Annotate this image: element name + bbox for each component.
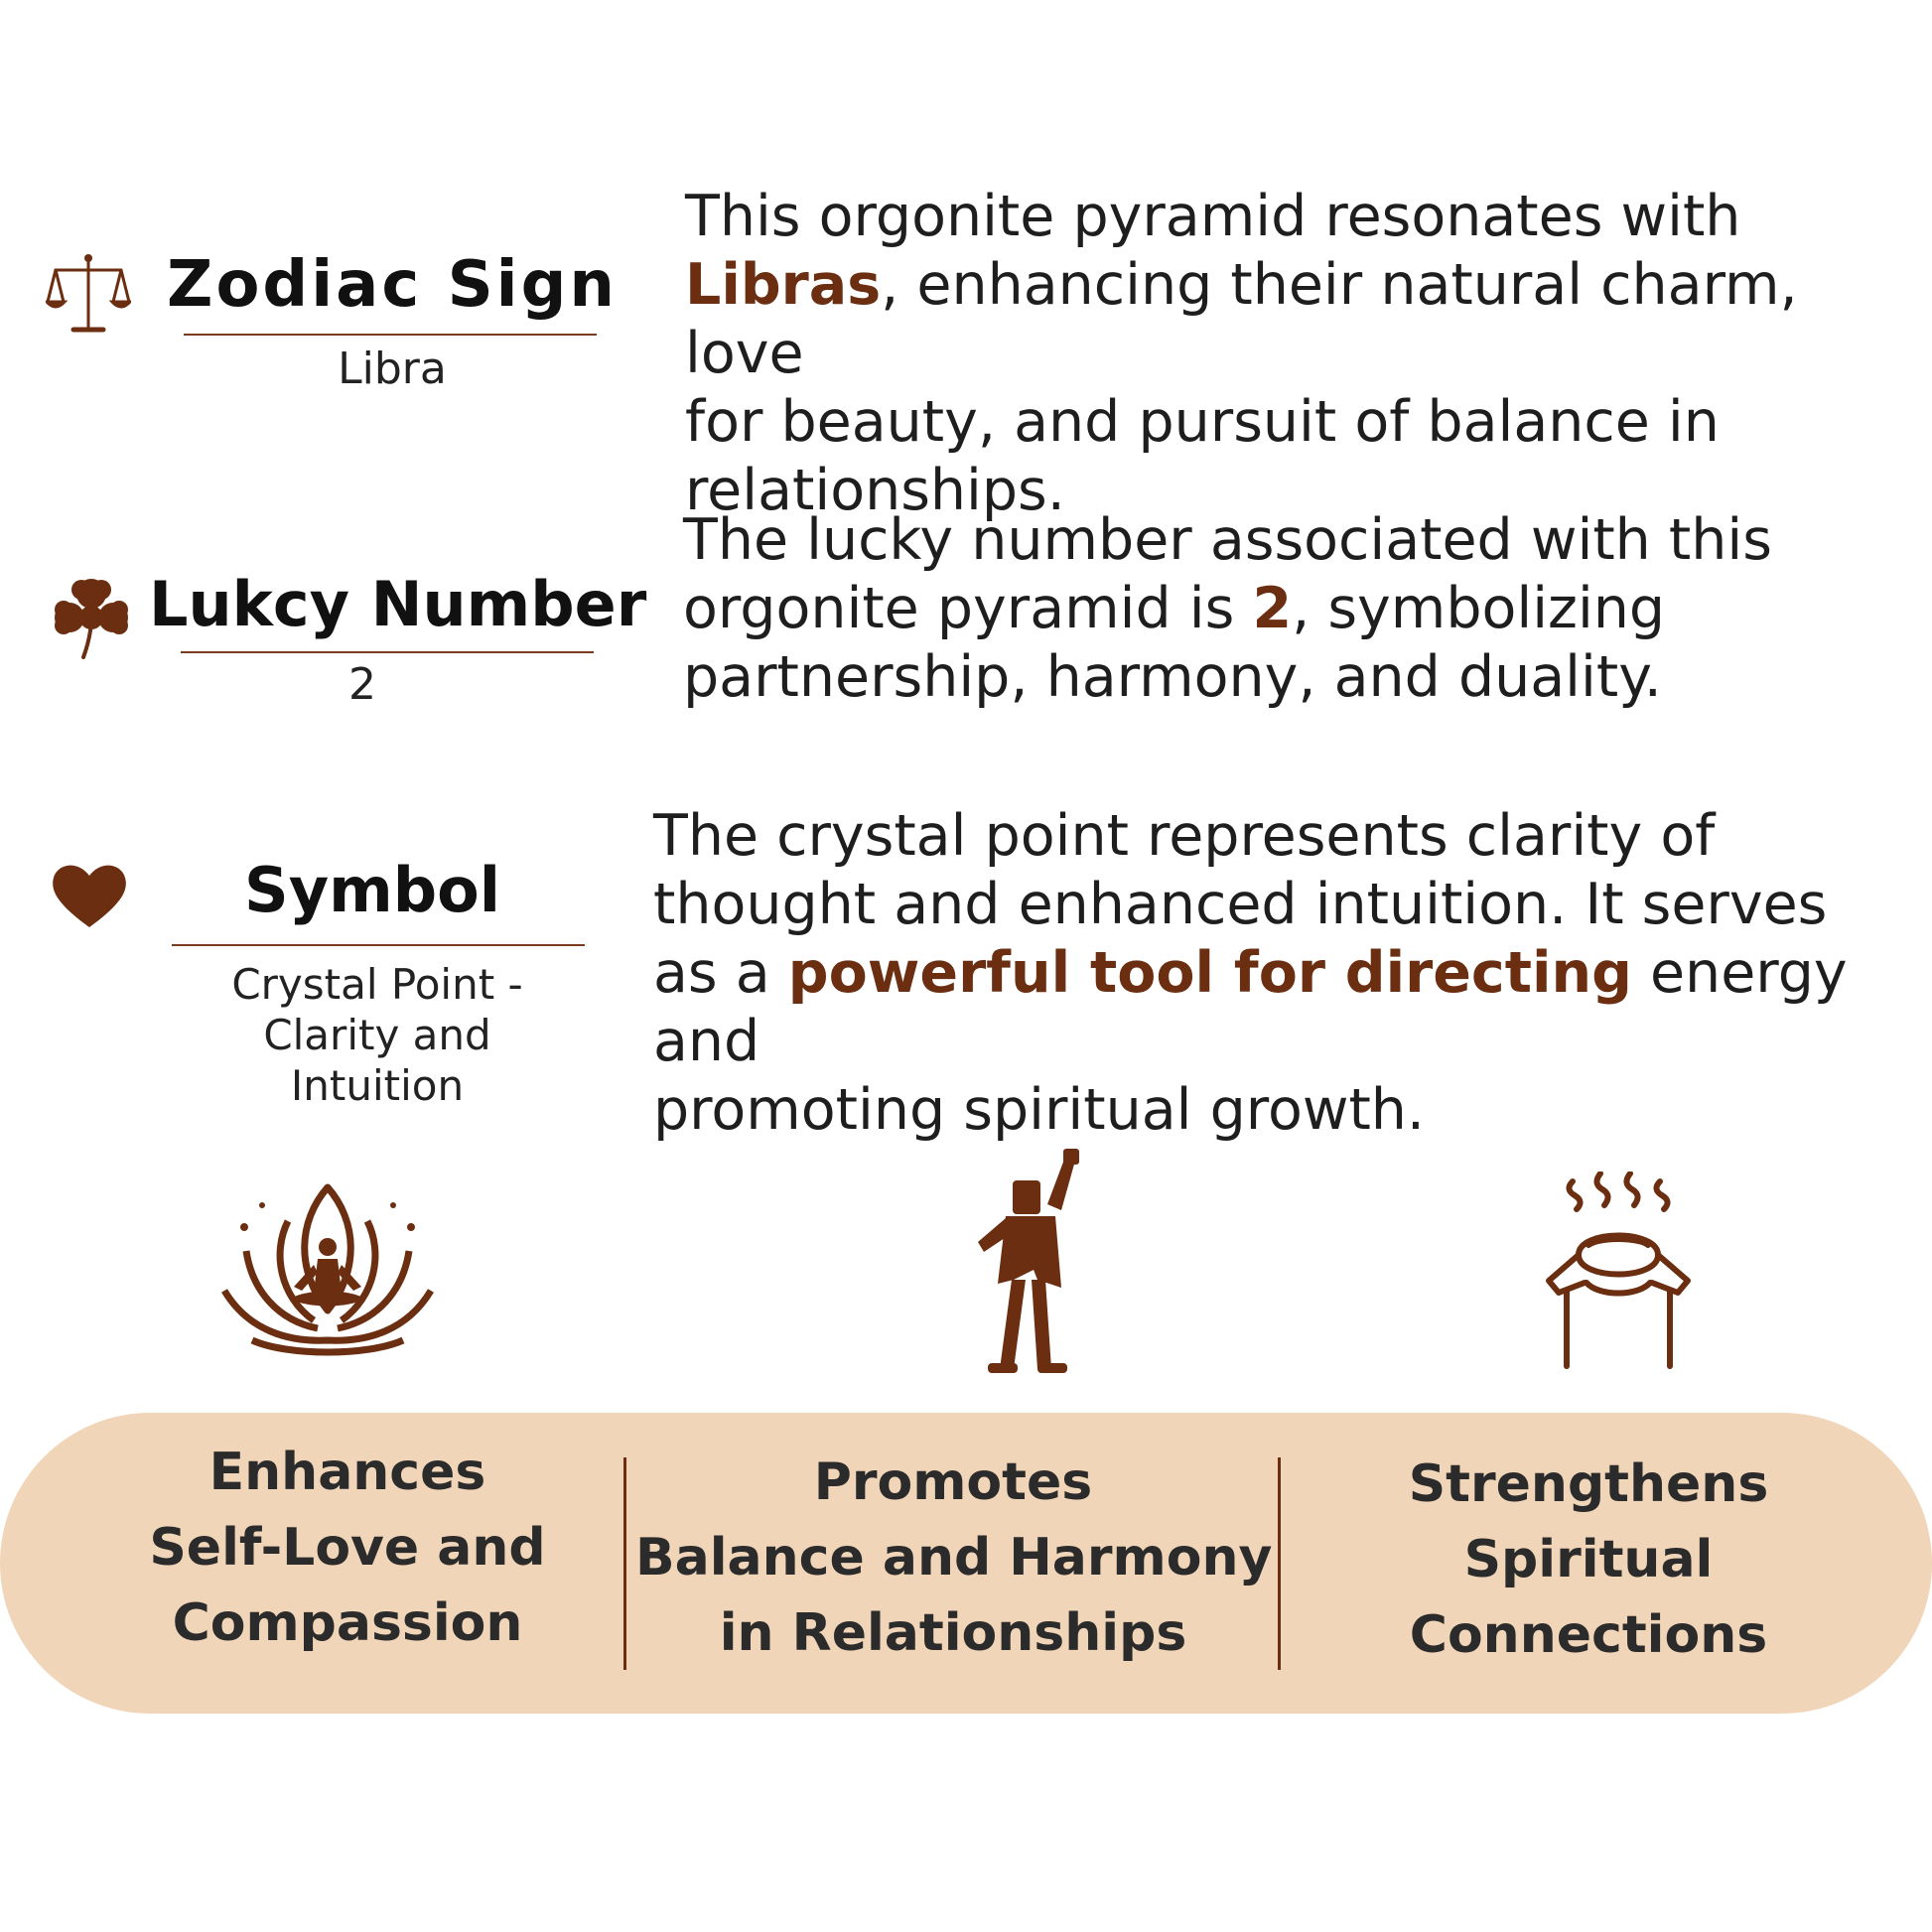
head-relief-icon [1529, 1172, 1708, 1370]
zodiac-title: Zodiac Sign [167, 248, 618, 322]
lucky-title: Lukcy Number [149, 568, 647, 640]
benefit-spiritual-connections: Strengthens Spiritual Connections [1408, 1454, 1769, 1665]
lucky-desc-line: partnership, harmony, and duality. [683, 644, 1662, 710]
lucky-value: 2 [348, 659, 376, 710]
symbol-divider [172, 944, 585, 946]
lucky-divider [181, 651, 594, 653]
benefit-self-love: Enhances Self-Love and Compassion [149, 1443, 546, 1653]
raised-fist-person-icon [968, 1147, 1097, 1377]
clover-icon [50, 576, 133, 659]
lucky-description: The lucky number associated with this orgonite pyramid is 2, symbolizing partnership, harmony, and duality. [683, 506, 1904, 712]
heart-icon [50, 862, 129, 931]
symbol-desc-line: thought and enhanced intuition. It serves [653, 872, 1828, 937]
benefit-balance-harmony: Promotes Balance and Harmony in Relationships [635, 1452, 1273, 1663]
lucky-desc-line: The lucky number associated with this [683, 507, 1772, 573]
lotus-meditation-icon [218, 1181, 437, 1360]
symbol-title: Symbol [244, 854, 500, 926]
zodiac-highlight: Libras [685, 252, 882, 318]
zodiac-scales-icon [46, 250, 131, 336]
zodiac-divider [184, 334, 597, 336]
zodiac-desc-line: This orgonite pyramid resonates with [685, 184, 1741, 249]
symbol-desc-line: The crystal point represents clarity of [653, 803, 1716, 869]
zodiac-description: This orgonite pyramid resonates with Libras, enhancing their natural charm, love for beauty, and pursuit of balance in relationships. [685, 183, 1906, 525]
symbol-highlight: powerful tool for directing [787, 940, 1632, 1006]
lucky-highlight: 2 [1252, 576, 1293, 641]
zodiac-desc-line: relationships. [685, 458, 1065, 523]
zodiac-value: Libra [338, 344, 447, 394]
symbol-desc-line: promoting spiritual growth. [653, 1077, 1426, 1143]
zodiac-desc-line: for beauty, and pursuit of balance in [685, 389, 1720, 455]
symbol-description: The crystal point represents clarity of thought and enhanced intuition. It serves as a powerful tool for directing energy and promoting spiritual growth. [653, 802, 1904, 1145]
benefits-divider [1278, 1457, 1281, 1670]
symbol-value: Crystal Point - Clarity and Intuition [231, 960, 523, 1110]
